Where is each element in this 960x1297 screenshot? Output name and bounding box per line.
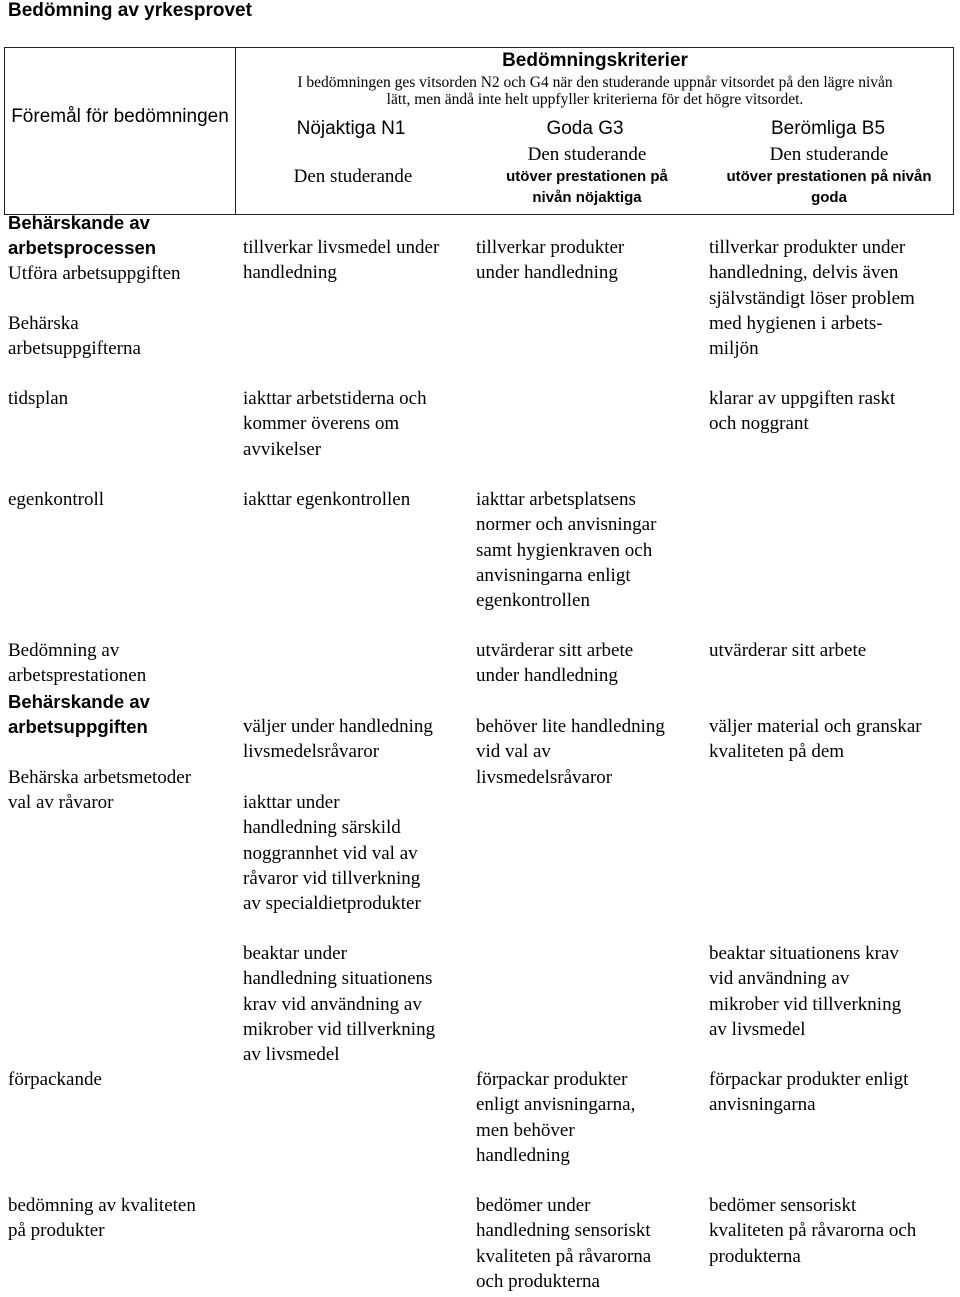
cell-line: produkterna [709,1245,801,1267]
cell-line: utvärderar sitt arbete [709,640,867,661]
row-label-bedomning [8,638,234,689]
grade-heading-b5: Berömliga B5 [770,118,886,139]
criteria-description-line: I bedömningen ges vitsorden N2 och G4 när den studerande uppnår vitsordet på den lägre nivån [297,74,893,91]
cell-line: med hygienen i arbets- [709,312,883,334]
cell-line: handledning situationens [243,968,433,990]
cell-line: råvaror vid tillverkning [243,867,421,889]
forpackande-b5 [709,1067,959,1118]
cell-line: handledning [243,262,337,284]
cell-line: men behöver [476,1119,575,1141]
cell-line: av specialdietprodukter [243,893,421,915]
row-label-tidsplan: tidsplan [8,388,69,409]
row-label: val av råvaror [8,791,114,813]
cell-line: anvisningarna [709,1094,816,1116]
cell-line: iakttar arbetsplatsens [476,489,636,510]
cell-line: normer och anvisningar [476,514,657,536]
cell-line: livsmedelsråvaror [476,766,613,788]
cell-line: klarar av uppgiften raskt [709,388,896,409]
cell-line: beaktar situationens krav [709,943,899,964]
arbetsprocess-g3 [476,235,706,286]
grade-sub-line: goda [811,189,847,206]
tidsplan-n1 [243,386,473,462]
cell-line: väljer material och granskar [709,716,922,737]
grade-sub-line: nivån nöjaktiga [532,189,642,206]
criteria-description-line: lätt, men ändå inte helt uppfyller kriterierna för det högre vitsordet. [386,91,804,108]
cell-line: behöver lite handledning [476,716,665,737]
cell-line: beaktar under [243,943,347,964]
egenkontroll-g3 [476,487,706,613]
cell-line: Bedömning av [8,640,120,661]
arbetsprocess-b5 [709,235,959,361]
cell-line: avvikelser [243,438,322,460]
cell-line: kommer överens om [243,413,400,435]
cell-line: mikrober vid tillverkning [243,1018,436,1040]
cell-line: självständigt löser problem [709,287,915,309]
cell-line: av livsmedel [709,1018,806,1040]
grade-sub-line: utöver prestationen på [506,168,668,185]
cell-line: samt hygienkraven och [476,539,653,561]
grade-sub-line: utöver prestationen på nivån [726,168,932,185]
egenkontroll-n1 [243,487,473,512]
document-title: Bedömning av yrkesprovet [8,0,252,21]
kvalitet-g3 [476,1193,706,1294]
cell-line: iakttar egenkontrollen [243,489,411,510]
cell-line: kvaliteten på råvarorna och [709,1220,917,1242]
cell-line: bedömer under [476,1195,591,1216]
grade-student: Den studerande [527,144,647,165]
row-label: Utföra arbetsuppgiften [8,262,181,284]
section-heading-line: Behärskande av [8,691,150,712]
grade-sub-b5 [703,144,955,208]
cell-line: av livsmedel [243,1044,340,1066]
cell-line: handledning särskild [243,817,401,839]
grade-heading-g3: Goda G3 [546,118,624,139]
tidsplan-b5 [709,386,959,437]
object-heading-text: Föremål för bedömningen [11,106,229,127]
cell-line: tillverkar produkter under [709,237,906,258]
row-label: arbetsuppgifterna [8,338,141,360]
section-arbetsuppgift-labels [8,689,234,815]
row-label-forpackande: förpackande [8,1069,102,1090]
arbetsuppgift-g3 [476,714,706,790]
cell-line: anvisningarna enligt [476,564,631,586]
cell-line: bedömning av kvaliteten [8,1195,196,1216]
grade-heading-n1: Nöjaktiga N1 [296,118,406,139]
cell-line: mikrober vid tillverkning [709,993,902,1015]
grade-student-n1: Den studerande [293,166,413,187]
arbetsuppgift-b5-a [709,714,959,765]
criteria-heading: Bedömningskriterier [502,50,688,71]
section-heading-line: arbetsprocessen [8,237,157,259]
cell-line: tillverkar produkter [476,237,625,258]
cell-line: under handledning [476,262,618,284]
object-heading [6,104,234,129]
section-arbetsprocess-labels [8,210,234,361]
bedomning-g3 [476,638,706,689]
cell-line: egenkontrollen [476,590,590,612]
cell-line: livsmedelsråvaror [243,741,380,763]
arbetsuppgift-n1-a [243,714,473,765]
cell-line: handledning, delvis även [709,262,899,284]
cell-line: vid användning av [709,968,850,990]
cell-line: arbetsprestationen [8,665,147,687]
cell-line: på produkter [8,1220,105,1242]
cell-line: bedömer sensoriskt [709,1195,857,1216]
bedomning-b5 [709,638,959,663]
row-label: Behärska [8,312,79,334]
cell-line: enligt anvisningarna, [476,1094,636,1116]
criteria-description [236,74,954,108]
kvalitet-b5 [709,1193,959,1269]
cell-line: noggrannhet vid val av [243,842,418,864]
arbetsprocess-n1 [243,235,473,286]
cell-line: förpackar produkter enligt [709,1069,909,1090]
cell-line: och produkterna [476,1270,600,1292]
row-label-kvalitet [8,1193,234,1244]
arbetsuppgift-b5-b [709,941,959,1042]
cell-line: utvärderar sitt arbete [476,640,634,661]
cell-line: tillverkar livsmedel under [243,237,440,258]
cell-line: handledning [476,1144,570,1166]
cell-line: kvaliteten på dem [709,741,845,763]
section-heading-line: arbetsuppgiften [8,716,148,738]
cell-line: handledning sensoriskt [476,1220,651,1242]
cell-line: krav vid användning av [243,993,422,1015]
arbetsuppgift-n1-c [243,941,473,1067]
cell-line: förpackar produkter [476,1069,628,1090]
grade-sub-g3 [472,144,702,208]
arbetsuppgift-n1-b [243,790,473,916]
cell-line: under handledning [476,665,618,687]
cell-line: iakttar arbetstiderna och [243,388,427,409]
cell-line: väljer under handledning [243,716,433,737]
forpackande-g3 [476,1067,706,1168]
cell-line: och noggrant [709,413,809,435]
section-heading-line: Behärskande av [8,212,150,233]
cell-line: iakttar under [243,792,340,813]
row-label: Behärska arbetsmetoder [8,766,192,788]
cell-line: vid val av [476,741,551,763]
cell-line: kvaliteten på råvarorna [476,1245,652,1267]
grade-student: Den studerande [769,144,889,165]
row-label-egenkontroll: egenkontroll [8,489,105,510]
cell-line: miljön [709,338,759,360]
